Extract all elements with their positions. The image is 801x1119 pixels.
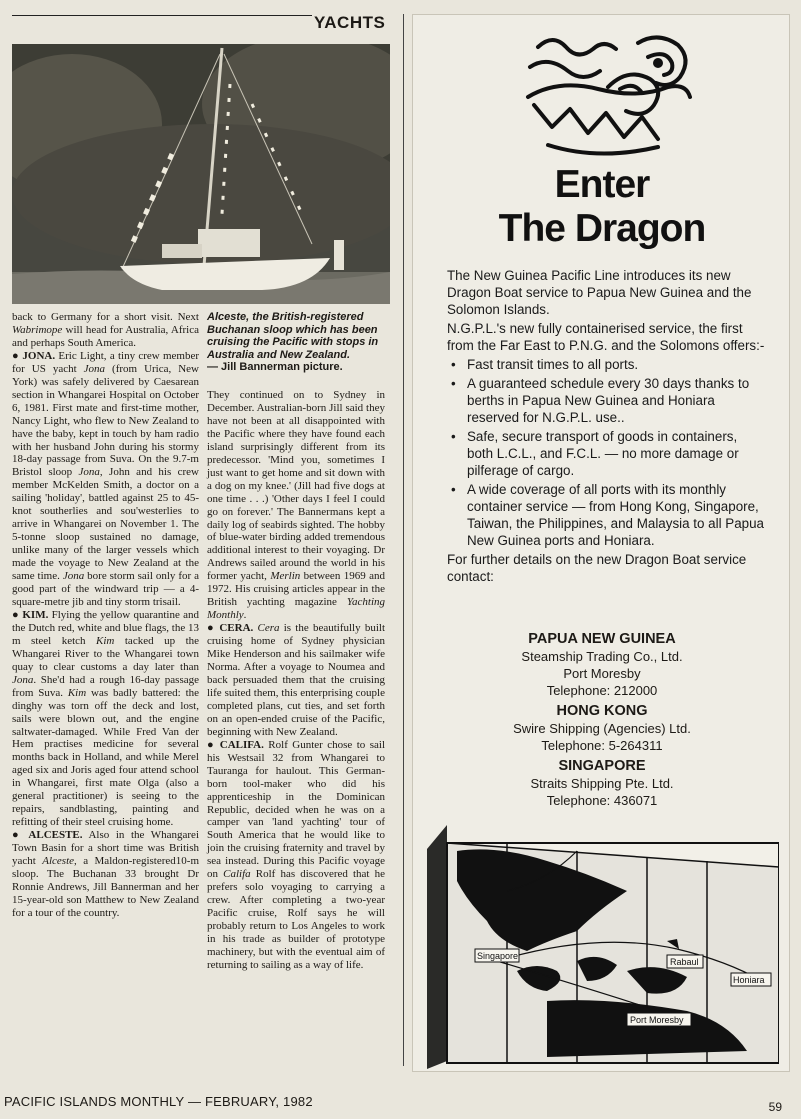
- ad-intro: The New Guinea Pacific Line introduces its new Dragon Boat service to Papua New Guinea and the Solomon Islands.: [447, 268, 752, 317]
- ad-lead: N.G.P.L.'s new fully containerised service, the first from the Far East to P.N.G. and the Solomons offers:-: [447, 321, 765, 353]
- text-run: (from Urica, New York) was safely delivered by Caesarean section in Whangarei Hospital on October 6, 1981. First mate and first-time mother, Nancy Light, who flew to New Zealand to have the baby, kept in touch by ham radio with her husband John during his stormy 18-day passage from Suva. On the 9.7-m Bristol sloop: [12, 362, 200, 479]
- text-run: Rolf Gunter chose to sail his Westsail 32 from Whangarei to Tauranga for haulout. This German-born tool-maker who did his apprenticeship in the Dominican Republic, decided when he was on a camper van 'land yachting' tour of South America that he would like to join the cruising fraternity and travel by sea instead. During this Pacific voyage on: [207, 738, 385, 881]
- text-run: .: [243, 609, 247, 622]
- magazine-name: Yachting Monthly: [207, 596, 386, 622]
- map-label-port-moresby: Port Moresby: [630, 1015, 684, 1025]
- yacht-photo: [12, 44, 390, 304]
- yacht-illustration: [12, 44, 390, 304]
- benefit-item: • A wide coverage of all ports with its monthly container service — from Hong Kong, Singapore, Taiwan, the Philippines, and Malaysia to all Papua New Guinea ports and Honiara.: [447, 481, 765, 549]
- dragon-boat-advertisement: [412, 14, 790, 1072]
- ad-body: [447, 267, 765, 587]
- text-run: is the beautifully built cruising home of Sydney physician Mike Henderson and his sailmaker wife Norma. After a voyage to Noumea and back persuaded them that the cruising life suited them, this enterprising couple completed plans, cut ties, and set forth on an open-ended cruise of the Pacific, beginning with New Zealand.: [207, 622, 386, 738]
- vessel-name: Cera: [257, 622, 280, 635]
- contact-region: HONG KONG: [556, 703, 648, 719]
- subhead: ● ALCESTE.: [12, 829, 83, 842]
- vessel-name: Jona: [62, 570, 85, 583]
- column-divider: [403, 14, 404, 1066]
- vessel-name: Jona: [12, 673, 34, 686]
- paragraph-cera: [207, 622, 385, 739]
- vessel-name: Kim: [67, 686, 87, 699]
- paragraph-alceste: [12, 829, 199, 920]
- subhead: ● CERA.: [207, 622, 254, 635]
- section-heading: YACHTS: [314, 13, 386, 32]
- map-label-rabaul: Rabaul: [670, 957, 699, 967]
- caption-text: , the British-registered Buchanan sloop which has been cruising the Pacific with stops in Australia and New Zealand.: [207, 311, 379, 361]
- vessel-name: Alceste: [42, 855, 75, 868]
- map-label-honiara: Honiara: [733, 975, 765, 985]
- contact-phone: Telephone: 5-264311: [541, 738, 663, 753]
- contact-line: Straits Shipping Pte. Ltd.: [530, 776, 674, 791]
- contact-hong-kong: [413, 703, 791, 754]
- photo-credit: — Jill Bannerman picture.: [207, 361, 343, 373]
- text-run: tacked up the Whangarei River to the Whangarei town quay to clear customs a day later than: [12, 634, 200, 673]
- article-column-right: [207, 389, 385, 972]
- benefit-item: • Fast transit times to all ports.: [447, 356, 765, 373]
- text-run: Eric Light, a tiny crew member for US yacht: [12, 349, 200, 375]
- caption-vessel: Alceste: [207, 311, 247, 323]
- text-run: bore storm sail only for a good part of the windward trip — a 4-square-metre jib and tiny storm trisail.: [12, 570, 200, 608]
- map-label-singapore: Singapore: [477, 951, 519, 961]
- ad-benefits-list: [447, 356, 765, 549]
- ad-contacts: [413, 627, 791, 809]
- text-run: was badly battered: the dinghy was torn off the deck and lost, sails were blown out, and the engine saltwater-damaged. While Fred Van der Hem practises medicine for several months back in Holland, and while Merel aged six and Joris aged four attend school in Whangarei, first mate Olga (also a general practitioner) is seeing to the repairs, sandblasting, painting and refitting of their steel cruising home.: [12, 686, 200, 829]
- contact-phone: Telephone: 436071: [546, 793, 658, 808]
- vessel-name: Wabrimope: [12, 323, 63, 336]
- text-run: will head for Australia, Africa and perhaps South America.: [12, 323, 199, 349]
- paragraph-kim: [12, 609, 199, 829]
- header-rule: [12, 15, 312, 16]
- contact-line: Port Moresby: [563, 666, 641, 681]
- text-run: Rolf has discovered that he prefers solo voyaging to carrying a crew. After completing a two-year Pacific cruise, Rolf says he will probably return to Los Angeles to work in his trade as builder of prototype machinery, but with the eventual aim of returning to sailing as a way of life.: [207, 868, 385, 971]
- subhead: ● KIM.: [12, 608, 49, 621]
- contact-png: [413, 631, 791, 699]
- paragraph: [12, 311, 199, 350]
- article-column-left: [12, 311, 199, 920]
- contact-singapore: [413, 758, 791, 809]
- paragraph: [207, 389, 385, 622]
- ad-further-details: For further details on the new Dragon Boat service contact:: [447, 552, 747, 584]
- paragraph-califa: [207, 739, 385, 972]
- contact-phone: Telephone: 212000: [546, 683, 658, 698]
- vessel-name: Jona: [83, 362, 106, 375]
- page-number: 59: [768, 1100, 782, 1114]
- vessel-name: Jona: [78, 466, 100, 479]
- text-run: Flying the yellow quarantine and the Dutch red, white and blue flags, the 13 m steel ketch: [12, 608, 199, 647]
- text-run: Also in the Whangarei Town Basin for a short time was British yacht: [12, 829, 199, 868]
- ad-headline-dragon: The Dragon: [498, 207, 706, 250]
- contact-region: PAPUA NEW GUINEA: [528, 631, 676, 647]
- contact-line: Swire Shipping (Agencies) Ltd.: [513, 721, 691, 736]
- dragon-logo: [508, 27, 698, 175]
- subhead: ● CALIFA.: [207, 738, 264, 751]
- benefit-item: • Safe, secure transport of goods in containers, both L.C.L., and F.C.L. — no more damage or pilferage of cargo.: [447, 428, 765, 479]
- subhead: ● JONA.: [12, 349, 56, 362]
- vessel-name: Califa: [223, 868, 251, 881]
- vessel-name: Merlin: [270, 570, 301, 583]
- photo-caption: [207, 311, 393, 374]
- text-run: between 1969 and 1972. His cruising articles appear in the British yachting magazine: [207, 570, 386, 609]
- text-run: back to Germany for a short visit. Next: [12, 311, 199, 323]
- text-run: . She'd had a rough 16-day passage from Suva.: [12, 673, 199, 699]
- vessel-name: Kim: [96, 634, 115, 647]
- page-footer: PACIFIC ISLANDS MONTHLY — FEBRUARY, 1982: [4, 1094, 313, 1109]
- text-run: They continued on to Sydney in December. Australian-born Jill said they have not been at all disappointed with the Pacific where they have found each island surprisingly different from its predecessor. 'Mind you, sometimes I just want to get home and sit down with a dog on my knee.' (Jill had five dogs at one time . . .) 'Other days I feel I could go on forever.' The Bannermans kept a daily log of seabirds sighted. The hobby of blue-water birding added tremendous additional interest to their voyaging. Dr Andrews sailed around the world in his former yacht,: [207, 389, 385, 583]
- contact-region: SINGAPORE: [558, 758, 646, 774]
- text-run: , a Maldon-registered10-m sloop. The Buchanan 33 brought Dr Ronnie Andrews, Jill Bannerman and her 15-year-old son Matthew to New Zealand for a tour of the country.: [12, 855, 199, 919]
- paragraph-jona: [12, 350, 199, 609]
- text-run: , John and his crew member McKelden Smith, a doctor on a sailing 'holiday', battled against 25 to 45-knot southerlies and sou'westerlies to arrive in Whangarei on November 1. The 5-tonne sloop sustained no damage, unlike many of the larger vessels which made the voyage to New Zealand at the same time.: [12, 466, 200, 583]
- route-map: [427, 821, 779, 1069]
- benefit-item: • A guaranteed schedule every 30 days thanks to berths in Papua New Guinea and Honiara reserved for N.G.P.L. use..: [447, 375, 765, 426]
- ad-headline-enter: Enter: [554, 163, 650, 206]
- contact-line: Steamship Trading Co., Ltd.: [521, 649, 683, 664]
